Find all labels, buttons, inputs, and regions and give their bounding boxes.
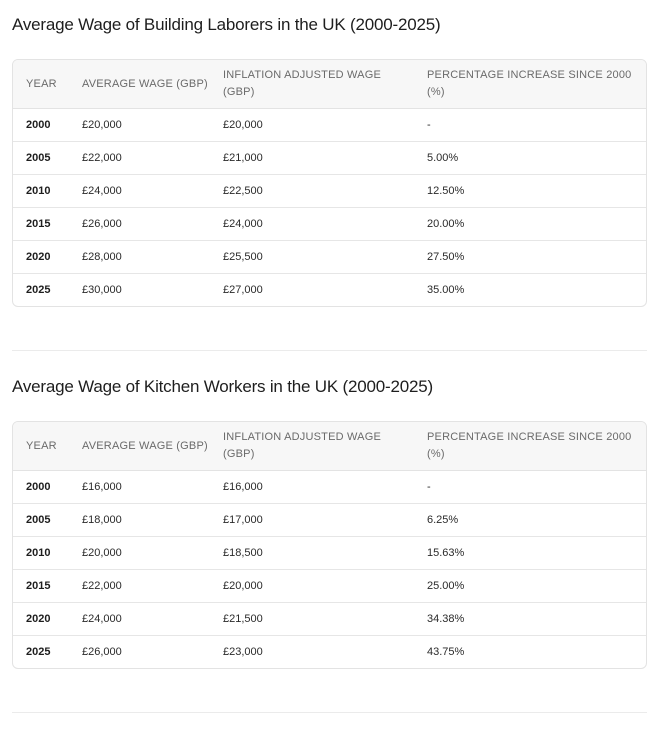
cell-inflation-adjusted-wage: £27,000 — [223, 284, 263, 296]
cell-inflation-adjusted-wage: £16,000 — [210, 471, 414, 504]
cell-year: 2025 — [26, 284, 51, 296]
cell-percentage-increase: 35.00% — [427, 284, 465, 296]
table-row — [13, 636, 646, 669]
section-title: Average Wage of Kitchen Workers in the UK (2000-2025) — [12, 377, 433, 396]
cell-inflation-adjusted-wage: £20,000 — [210, 109, 414, 142]
cell-inflation-adjusted-wage: £23,000 — [223, 646, 263, 658]
table-row — [13, 570, 646, 603]
cell-average-wage: £30,000 — [82, 284, 122, 296]
cell-percentage-increase: 43.75% — [427, 646, 465, 658]
cell-average-wage: £26,000 — [82, 646, 122, 658]
cell-year: 2005 — [13, 504, 69, 537]
cell-year: 2025 — [26, 646, 51, 658]
cell-average-wage: £22,000 — [69, 570, 210, 603]
header-year: YEAR — [13, 60, 69, 109]
cell-inflation-adjusted-wage: £24,000 — [210, 208, 414, 241]
cell-percentage-increase: - — [414, 471, 646, 504]
cell-percentage-increase: 12.50% — [414, 175, 646, 208]
table-header-row — [13, 60, 646, 109]
cell-average-wage: £28,000 — [69, 241, 210, 274]
cell-inflation-adjusted-wage: £21,000 — [210, 142, 414, 175]
cell-average-wage: £18,000 — [69, 504, 210, 537]
cell-average-wage: £16,000 — [69, 471, 210, 504]
cell-average-wage: £24,000 — [69, 175, 210, 208]
cell-year: 2005 — [13, 142, 69, 175]
cell-average-wage: £20,000 — [69, 109, 210, 142]
header-percentage-increase: PERCENTAGE INCREASE SINCE 2000 (%) — [414, 422, 646, 471]
table-row — [13, 537, 646, 570]
table-row — [13, 208, 646, 241]
cell-percentage-increase: 34.38% — [414, 603, 646, 636]
table-row — [13, 241, 646, 274]
table-header-row — [13, 422, 646, 471]
cell-percentage-increase: 20.00% — [414, 208, 646, 241]
cell-percentage-increase: 27.50% — [414, 241, 646, 274]
header-year: YEAR — [13, 422, 69, 471]
cell-average-wage: £20,000 — [69, 537, 210, 570]
cell-average-wage: £22,000 — [69, 142, 210, 175]
wage-table — [12, 59, 647, 307]
header-percentage-increase: PERCENTAGE INCREASE SINCE 2000 (%) — [414, 60, 646, 109]
cell-inflation-adjusted-wage: £20,000 — [210, 570, 414, 603]
cell-percentage-increase: 5.00% — [414, 142, 646, 175]
cell-average-wage: £24,000 — [69, 603, 210, 636]
cell-year: 2010 — [13, 537, 69, 570]
cell-percentage-increase: 6.25% — [414, 504, 646, 537]
header-inflation-adjusted-wage: INFLATION ADJUSTED WAGE (GBP) — [210, 60, 414, 109]
table-row — [13, 603, 646, 636]
wage-table — [12, 421, 647, 669]
cell-year: 2015 — [13, 208, 69, 241]
header-average-wage: AVERAGE WAGE (GBP) — [69, 422, 210, 471]
cell-percentage-increase: 25.00% — [414, 570, 646, 603]
table-row — [13, 142, 646, 175]
kitchen-workers-section — [12, 374, 647, 668]
section-divider — [12, 712, 647, 713]
cell-inflation-adjusted-wage: £17,000 — [210, 504, 414, 537]
section-divider — [12, 350, 647, 351]
cell-average-wage: £26,000 — [69, 208, 210, 241]
header-average-wage: AVERAGE WAGE (GBP) — [69, 60, 210, 109]
cell-year: 2020 — [13, 603, 69, 636]
section-title: Average Wage of Building Laborers in the UK (2000-2025) — [12, 15, 441, 34]
table-row — [13, 274, 646, 307]
cell-year: 2010 — [13, 175, 69, 208]
table-row — [13, 109, 646, 142]
cell-inflation-adjusted-wage: £22,500 — [210, 175, 414, 208]
cell-inflation-adjusted-wage: £25,500 — [210, 241, 414, 274]
cell-year: 2000 — [13, 471, 69, 504]
cell-year: 2020 — [13, 241, 69, 274]
cell-percentage-increase: 15.63% — [414, 537, 646, 570]
cell-year: 2000 — [13, 109, 69, 142]
table-row — [13, 471, 646, 504]
building-laborers-section — [12, 12, 647, 306]
cell-percentage-increase: - — [414, 109, 646, 142]
cell-year: 2015 — [13, 570, 69, 603]
table-row — [13, 504, 646, 537]
cell-inflation-adjusted-wage: £21,500 — [210, 603, 414, 636]
cell-inflation-adjusted-wage: £18,500 — [210, 537, 414, 570]
table-row — [13, 175, 646, 208]
header-inflation-adjusted-wage: INFLATION ADJUSTED WAGE (GBP) — [210, 422, 414, 471]
